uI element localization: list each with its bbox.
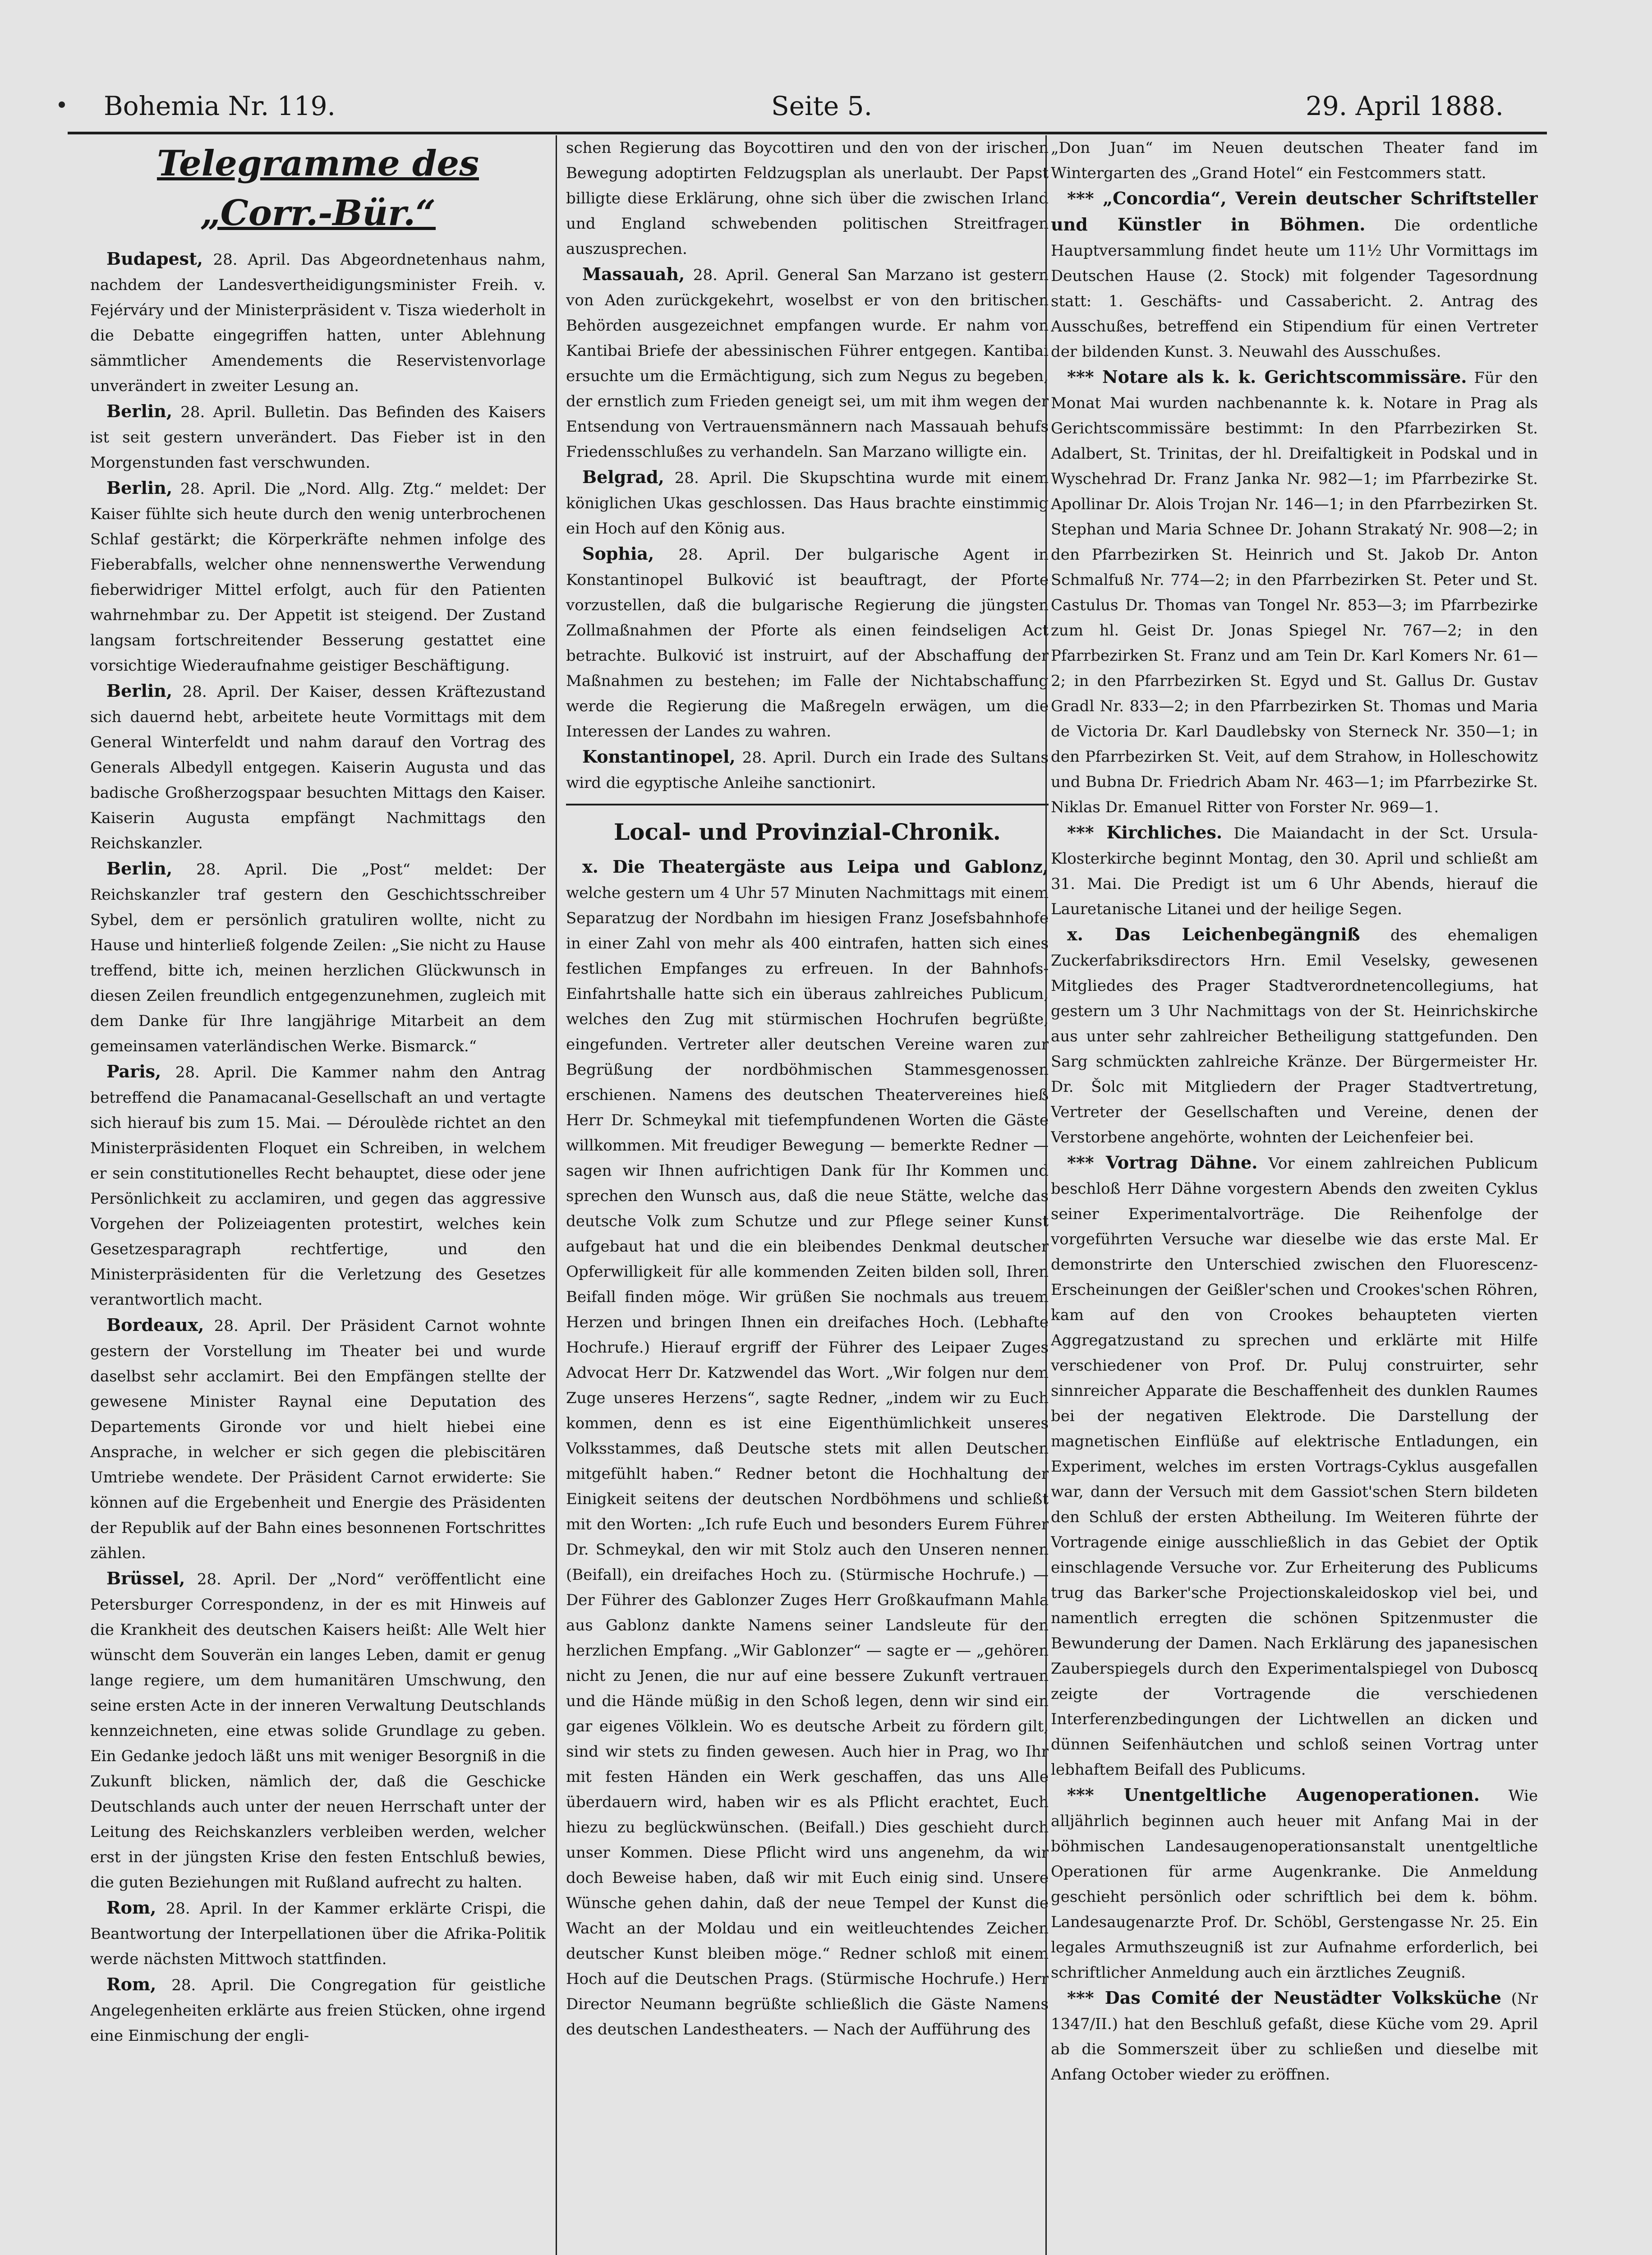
article-text: des ehemaligen Zuckerfabriksdirectors Hrn. Emil Veselsky, gewesenen Mitgliedes des Prager Stadtverordnetencollegiums, hat gestern um 3 Uhr Nachmittags von der St. Heinrichskirche aus unter sehr zahlreicher Betheiligung stattgefunden. Den Sarg schmückten zahlreiche Kränze. Der Bürgermeister Hr. Dr. Šolc mit Mitgliedern der Prager Stadtvertretung, Vertreter der Gesellschaften und Vereine, denen der Verstorbene angehörte, wohnten der Leichenfeier bei. (1051, 926, 1538, 1146)
article (1051, 364, 1538, 820)
article-dateline: Rom, (106, 1974, 156, 1994)
article-dateline: Budapest, (106, 249, 203, 269)
article-text: 28. April. Die Skupschtina wurde mit einem königlichen Ukas geschlossen. Das Haus brachte einstimmig ein Hoch auf den König aus. (566, 469, 1049, 538)
article-text: 28. April. Der Kaiser, dessen Kräftezustand sich dauernd hebt, arbeitete heute Vormittags mit dem General Winterfeldt und nahm darauf den Vortrag des Generals Albedyll entgegen. Kaiserin Augusta und das badische Großherzogspaar besuchten Mittags den Kaiser. Kaiserin Augusta empfängt Nachmittags den Reichskanzler. (90, 683, 546, 852)
article-dateline: Konstantinopel, (582, 746, 736, 767)
article (90, 475, 546, 678)
section-title-chronik: Local- und Provinzial-Chronik. (613, 819, 1001, 845)
article (90, 1059, 546, 1312)
article (90, 856, 546, 1059)
article-text: 28. April. Durch ein Irade des Sultans wird die egyptische Anleihe sanctionirt. (566, 749, 1049, 792)
masthead: Bohemia Nr. 119. (104, 91, 336, 121)
article-dateline: Massauah, (582, 264, 685, 284)
article-dateline: Rom, (106, 1897, 156, 1918)
article-dateline: Paris, (106, 1061, 161, 1081)
article (1051, 1782, 1538, 1985)
article-text: Die ordentliche Hauptversammlung findet heute um 11½ Uhr Vormittags im Deutschen Hause (2. Stock) mit folgender Tagesordnung statt: 1. Geschäfts- und Cassabericht. 2. Antrag des Ausschußes, betreffend ein Stipendium für einen Vertreter der bildenden Kunst. 3. Neuwahl des Ausschußes. (1051, 216, 1538, 361)
article-dateline: *** Notare als k. k. Gerichtscommissäre. (1067, 367, 1467, 387)
article-dateline: Berlin, (106, 858, 173, 879)
article-dateline: x. Das Leichenbegängniß (1067, 924, 1360, 944)
article-continued (1051, 135, 1538, 186)
article-dateline: Sophia, (582, 543, 654, 564)
page-number: Seite 5. (771, 91, 873, 121)
article (1051, 186, 1538, 364)
article-text: Vor einem zahlreichen Publicum beschloß Herr Dähne vorgestern Abends den zweiten Cyklus seiner Experimentalvorträge. Die Reihenfolge der vorgeführten Versuche war dieselbe wie das erste Mal. Er demonstrirte den Unterschied zwischen den Fluorescenz-Erscheinungen der Geißler'schen und Crookes'schen Röhren, kam auf den von Crookes behaupteten vierten Aggregatzustand zu sprechen und erklärte mit Hilfe verschiedener von Prof. Dr. Puluj construirter, sehr sinnreicher Apparate die Beschaffenheit des dunklen Raumes bei der negativen Elektrode. Die Darstellung der magnetischen Einflüße auf elektrische Entladungen, ein Experiment, welches im ersten Vortrags-Cyklus ausgefallen war, dann der Versuch mit dem Gassiot'schen Stern bildeten den Schluß der ersten Abtheilung. Im Weiteren führte der Vortragende einige ausschließlich in das Gebiet der Optik einschlagende Versuche vor. Zur Erheiterung des Publicums trug das Barker'sche Projectionskaleidoskop viel bei, und namentlich erregten die schönen Spitzenmuster die Bewunderung der Damen. Nach Erklärung des japanesischen Zauberspiegels durch den Experimentalspiegel von Duboscq zeigte der Vortragende die verschiedenen Interferenzbedingungen der Lichtwellen an dicken und dünnen Seifenhäutchen und schloß seinen Vortrag unter lebhaftem Beifall des Publicums. (1051, 1155, 1538, 1779)
article-text: 28. April. Das Abgeordnetenhaus nahm, nachdem der Landesvertheidigungsminister Freih. v. Fejérváry und der Ministerpräsident v. Tisza wiederholt in die Debatte eingegriffen hatten, unter Ablehnung sämmtlicher Amendements die Reservistenvorlage unverändert in zweiter Lesung an. (90, 251, 546, 395)
article (1051, 922, 1538, 1150)
issue-date: 29. April 1888. (1306, 91, 1504, 121)
header-rule (68, 132, 1547, 134)
article (90, 1895, 546, 1972)
article (90, 1566, 546, 1895)
article-text: 28. April. General San Marzano ist gestern von Aden zurückgekehrt, woselbst er von den britischen Behörden ausgezeichnet empfangen wurde. Er nahm von Kantibai Briefe der abessinischen Führer entgegen. Kantibai ersuchte um die Ermächtigung, sich zum Negus zu begeben, der ernstlich zum Frieden geneigt sei, um mit ihm wegen der Entsendung von Vertrauensmännern nach Massauah behufs Friedensschlußes zu verhandeln. San Marzano willigte ein. (566, 266, 1049, 461)
column-2 (566, 135, 1049, 2255)
article (1051, 1150, 1538, 1782)
article-text: 28. April. Der Präsident Carnot wohnte gestern der Vorstellung im Theater bei und wurde daselbst sehr acclamirt. Bei den Empfängen stellte der gewesene Minister Raynal eine Deputation des Departements Gironde vor und hielt hiebei eine Ansprache, in welcher er sich gegen die plebiscitären Umtriebe wendete. Der Präsident Carnot erwiderte: Sie können auf die Ergebenheit und Energie des Präsidenten der Republik auf der Bahn eines besonnenen Fortschrittes zählen. (90, 1317, 546, 1562)
article (90, 399, 546, 475)
article-text: 28. April. Die Kammer nahm den Antrag betreffend die Panamacanal-Gesellschaft an und vertagte sich hierauf bis zum 15. Mai. — Déroulède richtet an den Ministerpräsidenten Floquet ein Schreiben, in welchem er sein constitutionelles Recht behauptet, diese oder jene Persönlichkeit zu acclamiren, und gegen das aggressive Vorgehen der Polizeiagenten protestirt, welches kein Gesetzesparagraph rechtfertige, und den Ministerpräsidenten für die Verletzung des Gesetzes verantwortlich macht. (90, 1063, 546, 1309)
section-rule (566, 804, 1049, 805)
article (1051, 820, 1538, 922)
article-dateline: *** Vortrag Dähne. (1067, 1152, 1258, 1173)
article (90, 1312, 546, 1566)
column-rule-1 (556, 135, 557, 2255)
article-text: Für den Monat Mai wurden nachbenannte k. k. Notare in Prag als Gerichtscommissäre bestimmt: In den Pfarrbezirken St. Adalbert, St. Trinitas, der hl. Dreifaltigkeit in Podskal und in Wyschehrad Dr. Franz Janka Nr. 982—1; im Pfarrbezirke St. Apollinar Dr. Alois Trojan Nr. 146—1; in den Pfarrbezirken St. Stephan und Maria Schnee Dr. Johann Strakatý Nr. 908—2; in den Pfarrbezirken St. Heinrich und St. Jakob Dr. Anton Schmalfuß Nr. 774—2; in den Pfarrbezirken St. Peter und St. Castulus Dr. Thomas van Tongel Nr. 853—3; im Pfarrbezirke zum hl. Geist Dr. Jonas Spiegel Nr. 767—2; in den Pfarrbezirken St. Franz und am Tein Dr. Karl Komers Nr. 61—2; in den Pfarrbezirken St. Egyd und St. Gallus Dr. Gustav Gradl Nr. 833—2; in den Pfarrbezirken St. Thomas und Maria de Victoria Dr. Karl Daudlebsky von Sterneck Nr. 350—1; in den Pfarrbezirken St. Veit, auf dem Strahow, in Holleschowitz und Bubna Dr. Friedrich Abam Nr. 463—1; im Pfarrbezirke St. Niklas Dr. Emanuel Ritter von Forster Nr. 969—1. (1051, 369, 1538, 816)
article (90, 678, 546, 856)
article-dateline: Berlin, (106, 401, 173, 421)
article (566, 541, 1049, 744)
article-dateline: *** „Concordia“, Verein deutscher Schriftsteller und Künstler in Böhmen. (1051, 188, 1538, 235)
article (1051, 1985, 1538, 2087)
article-text: 28. April. Die „Post“ meldet: Der Reichskanzler traf gestern den Geschichtsschreiber Sybel, dem er persönlich gratuliren wollte, nicht zu Hause und hinterließ folgende Zeilen: „Sie nicht zu Hause treffend, bitte ich, meinen herzlichen Glückwunsch in diesen Zeilen freundlich entgegenzunehmen, zugleich mit dem Danke für Ihre langjährige Mitarbeit an dem gemeinsamen vaterländischen Werke. Bismarck.“ (90, 861, 546, 1055)
article-text: welche gestern um 4 Uhr 57 Minuten Nachmittags mit einem Separatzug der Nordbahn im hiesigen Franz Josefsbahnhofe in einer Zahl von mehr als 400 eintrafen, hatten sich eines festlichen Empfanges zu erfreuen. In der Bahnhofs-Einfahrtshalle hatte sich ein überaus zahlreiches Publicum, welches den Zug mit stürmischen Hochrufen begrüßte, eingefunden. Vertreter aller deutschen Vereine waren zur Begrüßung der nordböhmischen Stammesgenossen erschienen. Namens des deutschen Theatervereines hieß Herr Dr. Schmeykal mit tiefempfundenen Worten die Gäste willkommen. Mit freudiger Bewegung — bemerkte Redner — sagen wir Ihnen aufrichtigen Dank für Ihr Kommen und sprechen den Wunsch aus, daß die neue Stätte, welche das deutsche Volk zum Schutze und zur Pflege seiner Kunst aufgebaut hat und die ein bleibendes Denkmal deutscher Opferwilligkeit für alle kommenden Zeiten bilden soll, Ihren Beifall finden möge. Wir grüßen Sie nochmals aus treuem Herzen und bringen Ihnen ein dreifaches Hoch. (Lebhafte Hochrufe.) Hierauf ergriff der Führer des Leipaer Zuges Advocat Herr Dr. Katzwendel das Wort. „Wir folgen nur dem Zuge unseres Herzens“, sagte Redner, „indem wir zu Euch kommen, denn es ist eine Eigenthümlichkeit unseres Volksstammes, daß Deutsche stets mit allen Deutschen mitgefühlt haben.“ Redner betont die Hochhaltung der Einigkeit seitens der deutschen Nordböhmens und schließt mit den Worten: „Ich rufe Euch und besonders Eurem Führer Dr. Schmeykal, den wir mit Stolz auch den Unseren nennen (Beifall), ein dreifaches Hoch zu. (Stürmische Hochrufe.) — Der Führer des Gablonzer Zuges Herr Großkaufmann Mahla aus Gablonz dankte Namens seiner Landsleute für den herzlichen Empfang. „Wir Gablonzer“ — sagte er — „gehören nicht zu Jenen, die nur auf eine bessere Zukunft vertrauen und die Hände müßig in den Schoß legen, denn wir sind ein gar eigenes Völklein. Wo es deutsche Arbeit zu fördern gilt, sind wir stets zu finden gewesen. Auch hier in Prag, wo Ihr mit festen Händen ein Werk geschaffen, das uns Alle überdauern wird, haben wir es als Pflicht erachtet, Euch hiezu zu beglückwünschen. (Beifall.) Dies geschieht durch unser Kommen. Diese Pflicht wird uns angenehm, da wir doch Beweise haben, daß wir mit Euch einig sind. Unsere Wünsche gehen dahin, daß der neue Tempel der Kunst die Wacht an der Moldau und ein weitleuchtendes Zeichen deutscher Kunst bleiben möge.“ Redner schloß mit einem Hoch auf die Deutschen Prags. (Stürmische Hochrufe.) Herr Director Neumann begrüßte schließlich die Gäste Namens des deutschen Landestheaters. — Nach der Aufführung des (566, 884, 1049, 2039)
article (90, 246, 546, 399)
article (90, 1972, 546, 2048)
article-text: schen Regierung das Boycottiren und den von der irischen Bewegung adoptirten Feldzugsplan als unerlaubt. Der Papst billigte diese Erklärung, ohne sich über die zwischen Irland und England schwebenden politischen Streitfragen auszusprechen. (566, 139, 1049, 258)
article-dateline: *** Unentgeltliche Augenoperationen. (1067, 1785, 1480, 1805)
article (566, 465, 1049, 541)
article-text: 28. April. Der „Nord“ veröffentlicht eine Petersburger Correspondenz, in der es mit Hinweis auf die Krankheit des deutschen Kaisers heißt: Alle Welt hier wünscht dem Souverän ein langes Leben, damit er genug lange regiere, um dem humanitären Umschwung, den seine ersten Acte in der inneren Verwaltung Deutschlands kennzeichneten, eine etwas solide Grundlage zu geben. Ein Gedanke jedoch läßt uns mit weniger Besorgniß in die Zukunft blicken, nämlich der, daß die Geschicke Deutschlands auch unter der neuen Herrschaft unter der Leitung des Reichskanzlers verbleiben werden, welcher erst in der jüngsten Krise den festen Entschluß bewies, die guten Beziehungen mit Rußland aufrecht zu halten. (90, 1570, 546, 1891)
article-text: 28. April. Bulletin. Das Befinden des Kaisers ist seit gestern unverändert. Das Fieber ist in den Morgenstunden fast verschwunden. (90, 403, 546, 472)
article-text: (Nr 1347/II.) hat den Beschluß gefaßt, diese Küche vom 29. April ab die Sommerszeit über zu schließen und dieselbe mit Anfang October wieder zu eröffnen. (1051, 1990, 1538, 2084)
article-dateline: Berlin, (106, 478, 173, 498)
section-title-telegramme: Telegramme des „Corr.-Bür.“ (156, 143, 479, 234)
article-dateline: Belgrad, (582, 467, 664, 487)
page-header (68, 86, 1547, 131)
article-text: „Don Juan“ im Neuen deutschen Theater fand im Wintergarten des „Grand Hotel“ ein Festcommers statt. (1051, 139, 1538, 182)
edge-mark (59, 101, 65, 108)
article (566, 854, 1049, 2042)
article-dateline: Bordeaux, (106, 1315, 204, 1335)
article-text: 28. April. Die „Nord. Allg. Ztg.“ meldet: Der Kaiser fühlte sich heute durch den wenig unterbrochenen Schlaf gestärkt; die Körperkräfte nehmen infolge des Fieberabfalls, welcher ohne nennenswerthe Verwendung fieberwidriger Mittel erfolgt, auch für den Patienten wahrnehmbar zu. Der Appetit ist steigend. Der Zustand langsam fortschreitender Besserung gestattet eine vorsichtige Wiederaufnahme geistiger Beschäftigung. (90, 480, 546, 675)
column-3 (1051, 135, 1538, 2255)
article-text: 28. April. Die Congregation für geistliche Angelegenheiten erklärte aus freien Stücken, ohne irgend eine Einmischung der engli- (90, 1976, 546, 2045)
article-dateline: Brüssel, (106, 1568, 185, 1588)
article (566, 744, 1049, 796)
article-text: Die Maiandacht in der Sct. Ursula-Klosterkirche beginnt Montag, den 30. April und schließt am 31. Mai. Die Predigt ist um 6 Uhr Abends, hierauf die Lauretanische Litanei und der heilige Segen. (1051, 824, 1538, 918)
article-dateline: *** Kirchliches. (1067, 822, 1223, 842)
article (566, 262, 1049, 465)
article-dateline: *** Das Comité der Neustädter Volksküche (1067, 1988, 1501, 2008)
article-dateline: Berlin, (106, 681, 173, 701)
article-text: 28. April. In der Kammer erklärte Crispi, die Beantwortung der Interpellationen über die Afrika-Politik werde nächsten Mittwoch stattfinden. (90, 1900, 546, 1968)
article-continued (566, 135, 1049, 262)
article-text: 28. April. Der bulgarische Agent in Konstantinopel Bulković ist beauftragt, der Pforte vorzustellen, daß die bulgarische Regierung die jüngsten Zollmaßnahmen der Pforte als einen feindseligen Act betrachte. Bulković ist instruirt, auf der Abschaffung der Maßnahmen zu bestehen; im Falle der Nichtabschaffung werde die Regierung die Maßregeln erwägen, um die Interessen der Landes zu wahren. (566, 546, 1049, 741)
article-text: Wie alljährlich beginnen auch heuer mit Anfang Mai in der böhmischen Landesaugenoperationsanstalt unentgeltliche Operationen für arme Augenkranke. Die Anmeldung geschieht persönlich oder schriftlich bei dem k. böhm. Landesaugenarzte Prof. Dr. Schöbl, Gerstengasse Nr. 25. Ein legales Armuthszeugniß ist zur Aufnahme erforderlich, bei schriftlicher Anmeldung auch ein ärztliches Zeugniß. (1051, 1787, 1538, 1982)
column-1 (90, 135, 546, 2255)
article-dateline: x. Die Theatergäste aus Leipa und Gablonz, (582, 856, 1049, 877)
